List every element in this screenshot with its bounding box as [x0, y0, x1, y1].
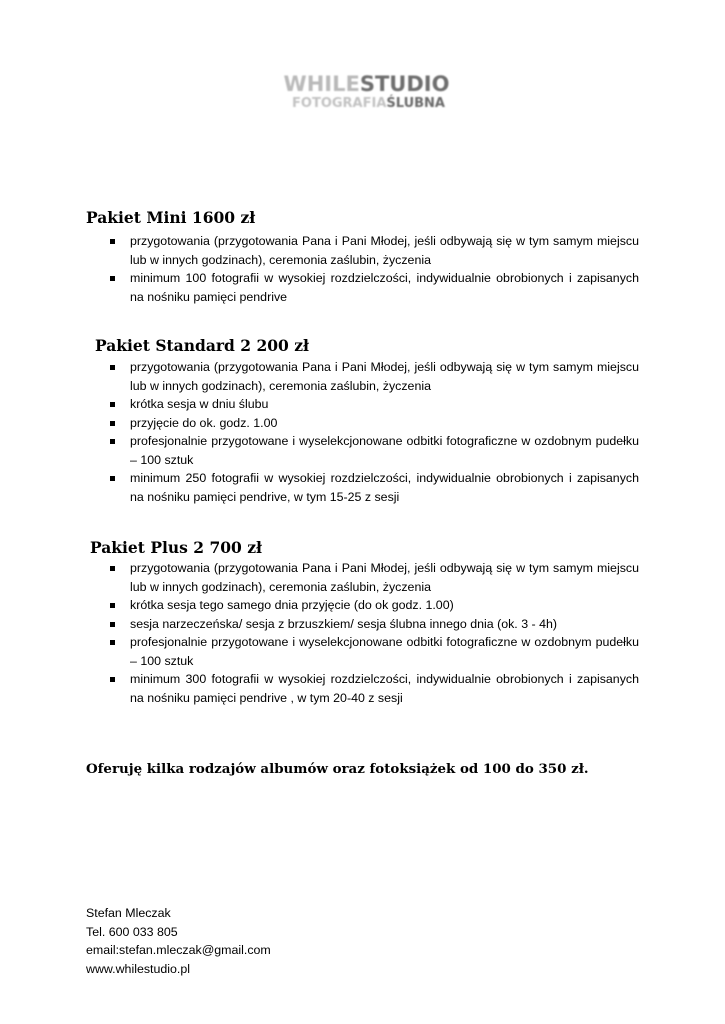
bullet-icon: [110, 622, 115, 627]
logo-slubna: ŚLUBNA: [386, 96, 445, 111]
contact-phone: Tel. 600 033 805: [86, 924, 178, 939]
list-item-text: przygotowania (przygotowania Pana i Pani Młodej, jeśli odbywają się w tym samym miejscu lub w innych godzinach), ceremonia zaślubin, życzenia: [130, 234, 639, 267]
logo-subtitle: [0, 96, 725, 112]
contact-email: email:stefan.mleczak@gmail.com: [86, 943, 271, 958]
studio-logo: [0, 72, 725, 112]
list-item-text: przygotowania (przygotowania Pana i Pani Młodej, jeśli odbywają się w tym samym miejscu lub w innych godzinach), ceremonia zaślubin, życzenia: [130, 561, 639, 594]
list-item: [108, 615, 639, 634]
list-item: [108, 633, 639, 670]
list-item-text: przygotowania (przygotowania Pana i Pani Młodej, jeśli odbywają się w tym samym miejscu lub w innych godzinach), ceremonia zaślubin, życzenia: [130, 360, 639, 393]
list-item: [108, 395, 639, 414]
bullet-icon: [110, 476, 115, 481]
list-item: [108, 358, 639, 395]
logo-title: [0, 72, 725, 96]
bullet-icon: [110, 439, 115, 444]
package-list-plus: [108, 559, 639, 707]
bullet-icon: [110, 421, 115, 426]
list-item-text: minimum 100 fotografii w wysokiej rozdzielczości, indywidualnie obrobionych i zapisanych na nośniku pamięci pendrive: [130, 271, 639, 304]
logo-fotografia: FOTOGRAFIA: [292, 96, 387, 111]
contact-name: Stefan Mleczak: [86, 906, 171, 920]
list-item: [108, 432, 639, 469]
list-item-text: profesjonalnie przygotowane i wyselekcjonowane odbitki fotograficzne w ozdobnym pudełku – 100 sztuk: [130, 434, 639, 467]
list-item-text: krótka sesja tego samego dnia przyjęcie (do ok godz. 1.00): [130, 598, 454, 612]
bullet-icon: [110, 365, 115, 370]
package-title-plus: Pakiet Plus 2 700 zł: [90, 538, 262, 557]
list-item: [108, 469, 639, 506]
bullet-icon: [110, 402, 115, 407]
package-list-mini: [108, 232, 639, 306]
list-item-text: minimum 300 fotografii w wysokiej rozdzielczości, indywidualnie obrobionych i zapisanych na nośniku pamięci pendrive , w tym 20-40 z sesji: [130, 672, 639, 705]
list-item-text: profesjonalnie przygotowane i wyselekcjonowane odbitki fotograficzne w ozdobnym pudełku – 100 sztuk: [130, 635, 639, 668]
bullet-icon: [110, 276, 115, 281]
bullet-icon: [110, 239, 115, 244]
package-list-standard: [108, 358, 639, 506]
contact-website: www.whilestudio.pl: [86, 961, 190, 976]
bullet-icon: [110, 566, 115, 571]
list-item: [108, 414, 639, 433]
list-item: [108, 559, 639, 596]
list-item: [108, 670, 639, 707]
package-title-standard: Pakiet Standard 2 200 zł: [95, 336, 309, 355]
bullet-icon: [110, 677, 115, 682]
list-item: [108, 232, 639, 269]
contact-block: [86, 904, 271, 978]
logo-while: WHILE: [283, 72, 360, 96]
list-item-text: przyjęcie do ok. godz. 1.00: [130, 415, 278, 430]
bullet-icon: [110, 640, 115, 645]
list-item-text: minimum 250 fotografii w wysokiej rozdzielczości, indywidualnie obrobionych i zapisanych na nośniku pamięci pendrive, w tym 15-25 z sesji: [130, 471, 639, 504]
album-offer-text: Oferuję kilka rodzajów albumów oraz fotoksiążek od 100 do 350 zł.: [86, 761, 589, 777]
package-title-mini: Pakiet Mini 1600 zł: [86, 208, 256, 227]
logo-studio: STUDIO: [359, 72, 450, 96]
list-item: [108, 269, 639, 306]
list-item-text: sesja narzeczeńska/ sesja z brzuszkiem/ sesja ślubna innego dnia (ok. 3 - 4h): [130, 616, 557, 631]
bullet-icon: [110, 603, 115, 608]
list-item: [108, 596, 639, 615]
list-item-text: krótka sesja w dniu ślubu: [130, 397, 269, 411]
